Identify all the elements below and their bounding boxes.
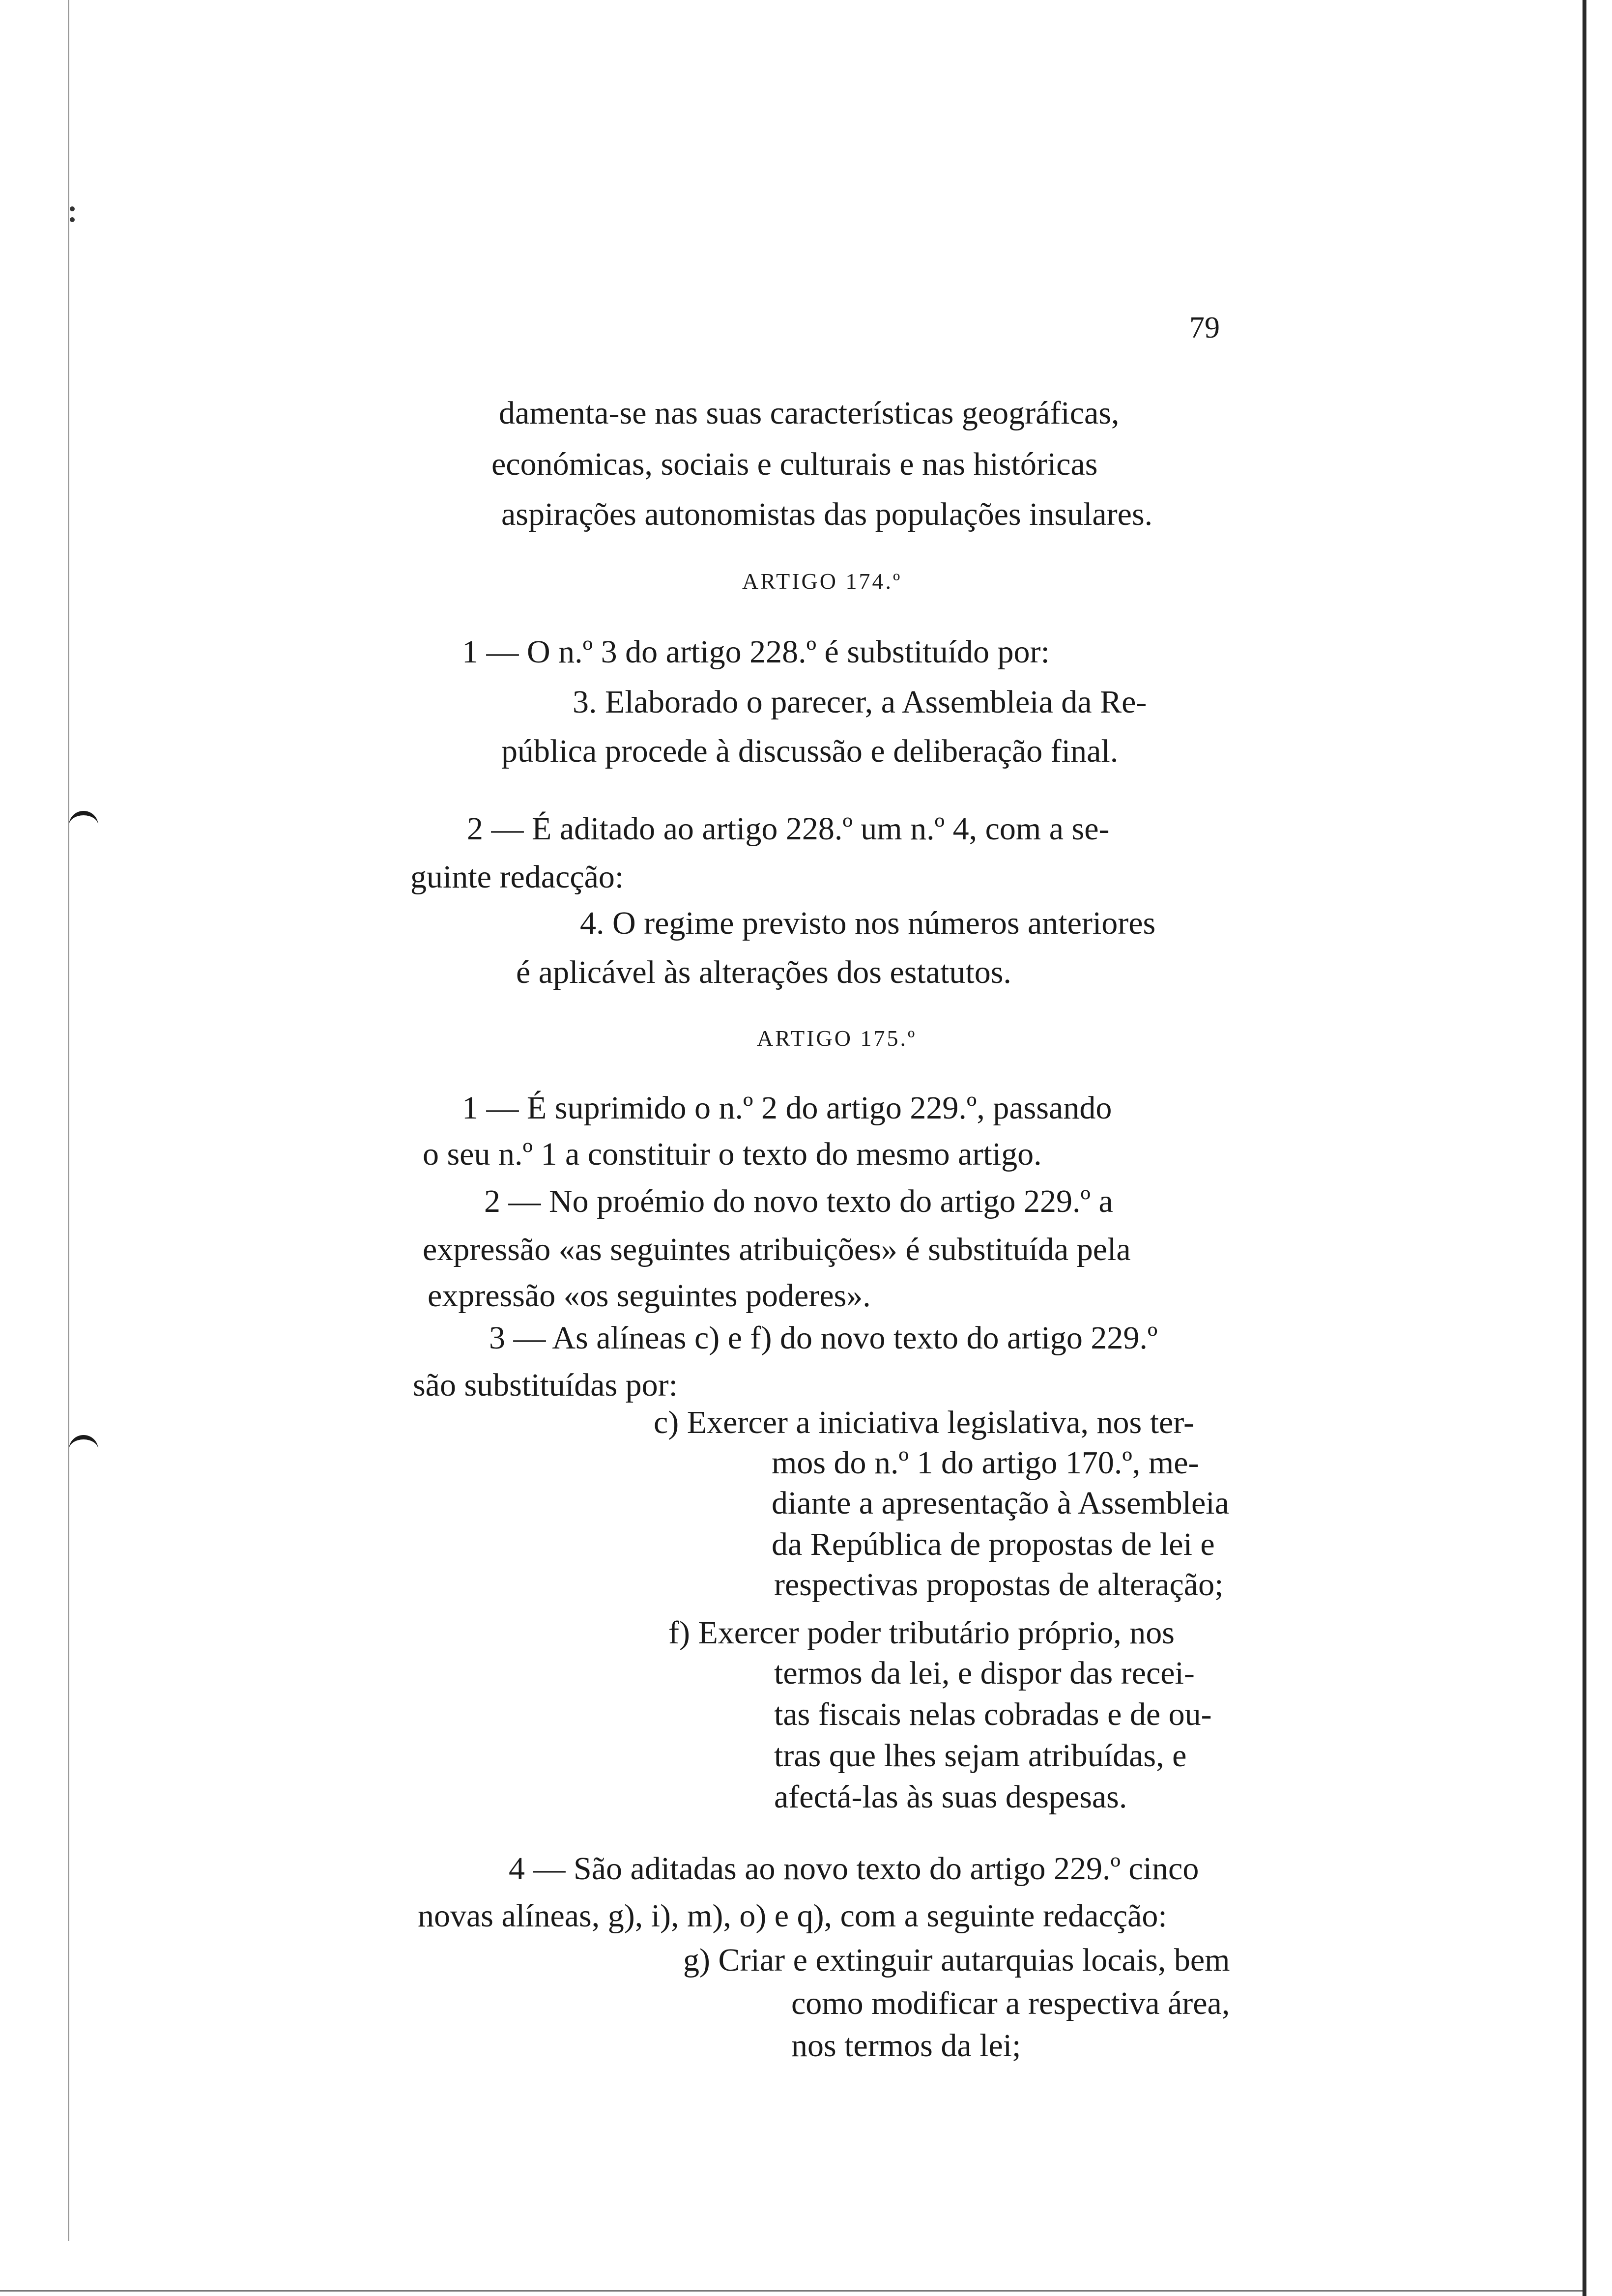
text-line: 4 — São aditadas ao novo texto do artigo 229.º cinco: [509, 1851, 1199, 1887]
text-line: 3 — As alíneas c) e f) do novo texto do artigo 229.º: [489, 1320, 1158, 1356]
page-bottom-edge: [0, 2290, 1583, 2292]
text-line: damenta-se nas suas características geográficas,: [499, 395, 1120, 431]
text-line: g) Criar e extinguir autarquias locais, bem: [683, 1942, 1230, 1978]
text-line: expressão «as seguintes atribuições» é substituída pela: [423, 1232, 1131, 1267]
scan-speck-icon: [70, 206, 75, 211]
text-line: aspirações autonomistas das populações insulares.: [501, 496, 1153, 532]
text-line: nos termos da lei;: [791, 2028, 1021, 2064]
scan-speck-icon: [70, 217, 75, 222]
text-line: 2 — No proémio do novo texto do artigo 229.º a: [484, 1183, 1113, 1219]
text-line: tras que lhes sejam atribuídas, e: [774, 1738, 1187, 1774]
text-line: termos da lei, e dispor das recei-: [774, 1655, 1195, 1691]
binding-mark-icon: [69, 1435, 98, 1454]
text-line: 2 — É aditado ao artigo 228.º um n.º 4, com a se-: [467, 811, 1110, 847]
text-line: o seu n.º 1 a constituir o texto do mesmo artigo.: [423, 1136, 1042, 1172]
page-number: 79: [1189, 311, 1220, 344]
text-line: da República de propostas de lei e: [772, 1526, 1215, 1562]
binding-mark-icon: [69, 811, 98, 830]
text-line: expressão «os seguintes poderes».: [428, 1278, 871, 1314]
text-line: como modificar a respectiva área,: [791, 1985, 1230, 2021]
text-line: são substituídas por:: [413, 1367, 678, 1403]
text-line: respectivas propostas de alteração;: [774, 1567, 1224, 1603]
page-left-edge: [68, 0, 69, 2241]
text-line: 4. O regime previsto nos números anteriores: [580, 905, 1156, 941]
text-line: novas alíneas, g), i), m), o) e q), com a seguinte redacção:: [418, 1898, 1167, 1934]
article-heading: ARTIGO 174.º: [742, 569, 902, 594]
text-line: afectá-las às suas despesas.: [774, 1779, 1127, 1815]
text-line: guinte redacção:: [410, 859, 624, 895]
article-heading: ARTIGO 175.º: [757, 1026, 917, 1051]
text-line: 1 — O n.º 3 do artigo 228.º é substituído por:: [462, 634, 1050, 670]
text-line: económicas, sociais e culturais e nas históricas: [491, 446, 1098, 482]
text-line: c) Exercer a iniciativa legislativa, nos ter-: [654, 1405, 1194, 1440]
text-line: 3. Elaborado o parecer, a Assembleia da Re-: [573, 684, 1147, 720]
text-line: f) Exercer poder tributário próprio, nos: [668, 1615, 1175, 1651]
text-line: tas fiscais nelas cobradas e de ou-: [774, 1696, 1212, 1732]
text-line: 1 — É suprimido o n.º 2 do artigo 229.º, passando: [462, 1090, 1112, 1126]
text-line: mos do n.º 1 do artigo 170.º, me-: [772, 1445, 1199, 1481]
page-right-edge: [1583, 0, 1586, 2296]
text-line: diante a apresentação à Assembleia: [772, 1485, 1229, 1521]
text-line: pública procede à discussão e deliberação final.: [501, 733, 1119, 769]
text-line: é aplicável às alterações dos estatutos.: [516, 954, 1011, 990]
